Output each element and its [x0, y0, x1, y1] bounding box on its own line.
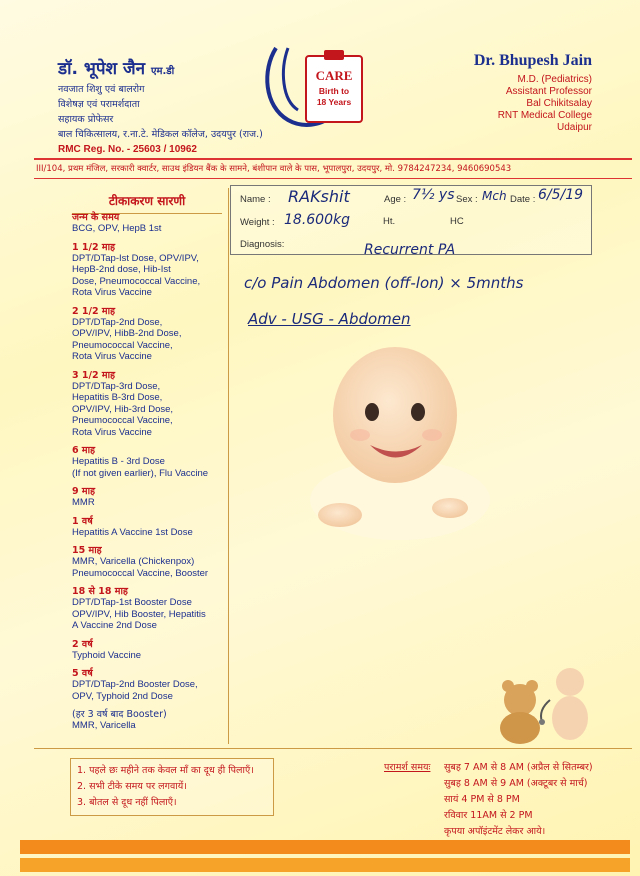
vaccine-age: 9 माह [72, 486, 96, 497]
consultation-line: सुबह 8 AM से 9 AM (अक्टूबर से मार्च) [444, 778, 588, 789]
vaccine-age: 2 1/2 माह [72, 305, 116, 317]
vaccine-group [72, 516, 228, 539]
header-line-hi-2: विशेषज्ञ एवं परामर्शदाता [58, 99, 140, 110]
vaccine-age: 15 माह [72, 545, 102, 556]
vaccine-group [72, 242, 228, 299]
vaccine-age: 6 माह [72, 445, 96, 456]
complaint-note: c/o Pain Abdomen (off-lon) × 5mnths [244, 274, 524, 292]
vaccine-list: DPT/DTap-2nd Dose, OPV/IPV, HibB-2nd Dose, Pneumococcal Vaccine, Rota Virus Vaccine [72, 316, 182, 362]
care-tips-box [70, 758, 274, 816]
vaccine-age: 2 वर्ष [72, 638, 93, 650]
header-divider [34, 158, 632, 160]
header-line-en-3: Bal Chikitsalay [526, 98, 592, 109]
doctor-name-hindi: डॉ. भूपेश जैन एम.डी [58, 59, 175, 79]
address-divider [34, 178, 632, 179]
consultation-line: सायं 4 PM से 8 PM [444, 794, 520, 805]
vaccine-group [72, 668, 228, 702]
header-line-hi-1: नवजात शिशु एवं बालरोग [58, 84, 145, 95]
vaccine-list: MMR [72, 497, 95, 508]
head-circumference-label: HC [450, 216, 464, 227]
consultation-time-label: परामर्श समयः [384, 762, 431, 773]
patient-age-value: 7½ ys [412, 187, 455, 203]
advice-note: Adv - USG - Abdomen [248, 310, 411, 328]
footer-divider [34, 748, 632, 749]
vaccine-list: Hepatitis B - 3rd Dose (If not given earlier), Flu Vaccine [72, 456, 209, 479]
header-line-en-4: RNT Medical College [497, 110, 592, 121]
header-line-hi-3: सहायक प्रोफेसर [58, 114, 114, 125]
vaccine-age: जन्म के समय [72, 212, 120, 223]
header-line-en-5: Udaipur [556, 122, 592, 133]
baby-illustration [300, 330, 500, 550]
footer-band-orange [20, 840, 630, 854]
care-tip: 3. बोतल से दूध नहीं पिलाएँ। [77, 797, 177, 808]
diagnosis-label: Diagnosis: [240, 239, 285, 250]
patient-sex-value: Mch [482, 189, 507, 203]
vaccine-age: 5 वर्ष [72, 668, 93, 679]
vaccine-group [72, 486, 228, 509]
vaccination-schedule [72, 212, 228, 739]
consultation-line: सुबह 7 AM से 8 AM (अप्रैल से सितम्बर) [444, 762, 593, 773]
logo-line-3: 18 Years [316, 97, 352, 107]
vaccine-list: MMR, Varicella (Chickenpox) Pneumococcal Vaccine, Booster [72, 556, 209, 579]
vaccine-group [72, 370, 228, 439]
logo-care-text: CARE [315, 68, 353, 83]
sex-label: Sex : [456, 194, 478, 205]
vaccine-group [72, 212, 228, 235]
clinic-address: III/104, प्रथम मंजिल, सरकारी क्वार्टर, साउथ इंडियन बैंक के सामने, बंशीपान वाले के पास, भूपालपुरा, उदयपुर, मो. 9784247234, 9460690543 [36, 164, 512, 174]
degree-hindi: एम.डी [150, 66, 175, 77]
rmc-registration: RMC Reg. No. - 25603 / 10962 [58, 144, 197, 155]
vaccine-list: DPT/DTap-2nd Booster Dose, OPV, Typhoid 2nd Dose [72, 679, 198, 702]
vaccine-list: DPT/DTap-3rd Dose, Hepatitis B-3rd Dose, OPV/IPV, Hib-3rd Dose, Pneumococcal Vaccine, Rota Virus Vaccine [72, 380, 174, 438]
footer-band-light-orange [20, 858, 630, 872]
patient-weight-value: 18.600kg [284, 212, 350, 228]
vaccine-list: MMR, Varicella [72, 720, 136, 731]
doctor-name-english: Dr. Bhupesh Jain [473, 52, 592, 69]
vaccine-group [72, 586, 228, 632]
vaccine-group [72, 639, 228, 662]
age-label: Age : [384, 194, 407, 205]
care-tip: 1. पहले छः महीने तक केवल माँ का दूध ही पिलाएँ। [77, 765, 254, 776]
vaccine-age: 1 वर्ष [72, 515, 93, 527]
consultation-line: कृपया अपॉइंटमेंट लेकर आये। [444, 826, 546, 837]
name-label: Name : [240, 194, 271, 205]
vaccine-list: Typhoid Vaccine [72, 649, 142, 661]
care-stethoscope-logo [258, 40, 378, 146]
diagnosis-value: Recurrent PA [364, 242, 456, 258]
vaccination-title: टीकाकरण सारणी [72, 192, 222, 214]
header-line-en-2: Assistant Professor [505, 86, 592, 97]
vaccine-age: 18 से 18 माह [72, 586, 128, 597]
vaccine-group [72, 306, 228, 363]
height-label: Ht. [383, 216, 396, 227]
consultation-line: रविवार 11AM से 2 PM [444, 810, 533, 821]
header-line-en-1: M.D. (Pediatrics) [517, 74, 592, 85]
vaccine-age: (हर 3 वर्ष बाद Booster) [72, 709, 167, 720]
visit-date-value: 6/5/19 [538, 187, 584, 203]
care-tip: 2. सभी टीके समय पर लगवायें। [77, 781, 187, 792]
vaccine-age: 3 1/2 माह [72, 369, 116, 381]
header-line-hi-4: बाल चिकित्सालय, र.ना.टे. मेडिकल कॉलेज, उदयपुर (राज.) [58, 129, 263, 140]
vaccine-list: DPT/DTap-Ist Dose, OPV/IPV, HepB-2nd dose, Hib-Ist Dose, Pneumococcal Vaccine, Rota Virus Vaccine [72, 252, 201, 298]
vaccine-list: Hepatitis A Vaccine 1st Dose [72, 526, 193, 538]
vaccine-list: DPT/DTap-1st Booster Dose OPV/IPV, Hib Booster, Hepatitis A Vaccine 2nd Dose [72, 597, 206, 631]
weight-label: Weight : [240, 217, 275, 228]
vaccine-age: 1 1/2 माह [72, 241, 116, 253]
date-label: Date : [510, 194, 536, 205]
vaccine-group [72, 445, 228, 479]
patient-name-value: RAKshit [288, 187, 350, 206]
baby-with-teddy-illustration [490, 660, 600, 750]
vaccine-list: BCG, OPV, HepB 1st [72, 223, 162, 234]
vaccine-group [72, 709, 228, 732]
vaccine-group [72, 545, 228, 579]
consultation-hours [444, 760, 593, 840]
logo-line-2: Birth to [318, 86, 350, 96]
